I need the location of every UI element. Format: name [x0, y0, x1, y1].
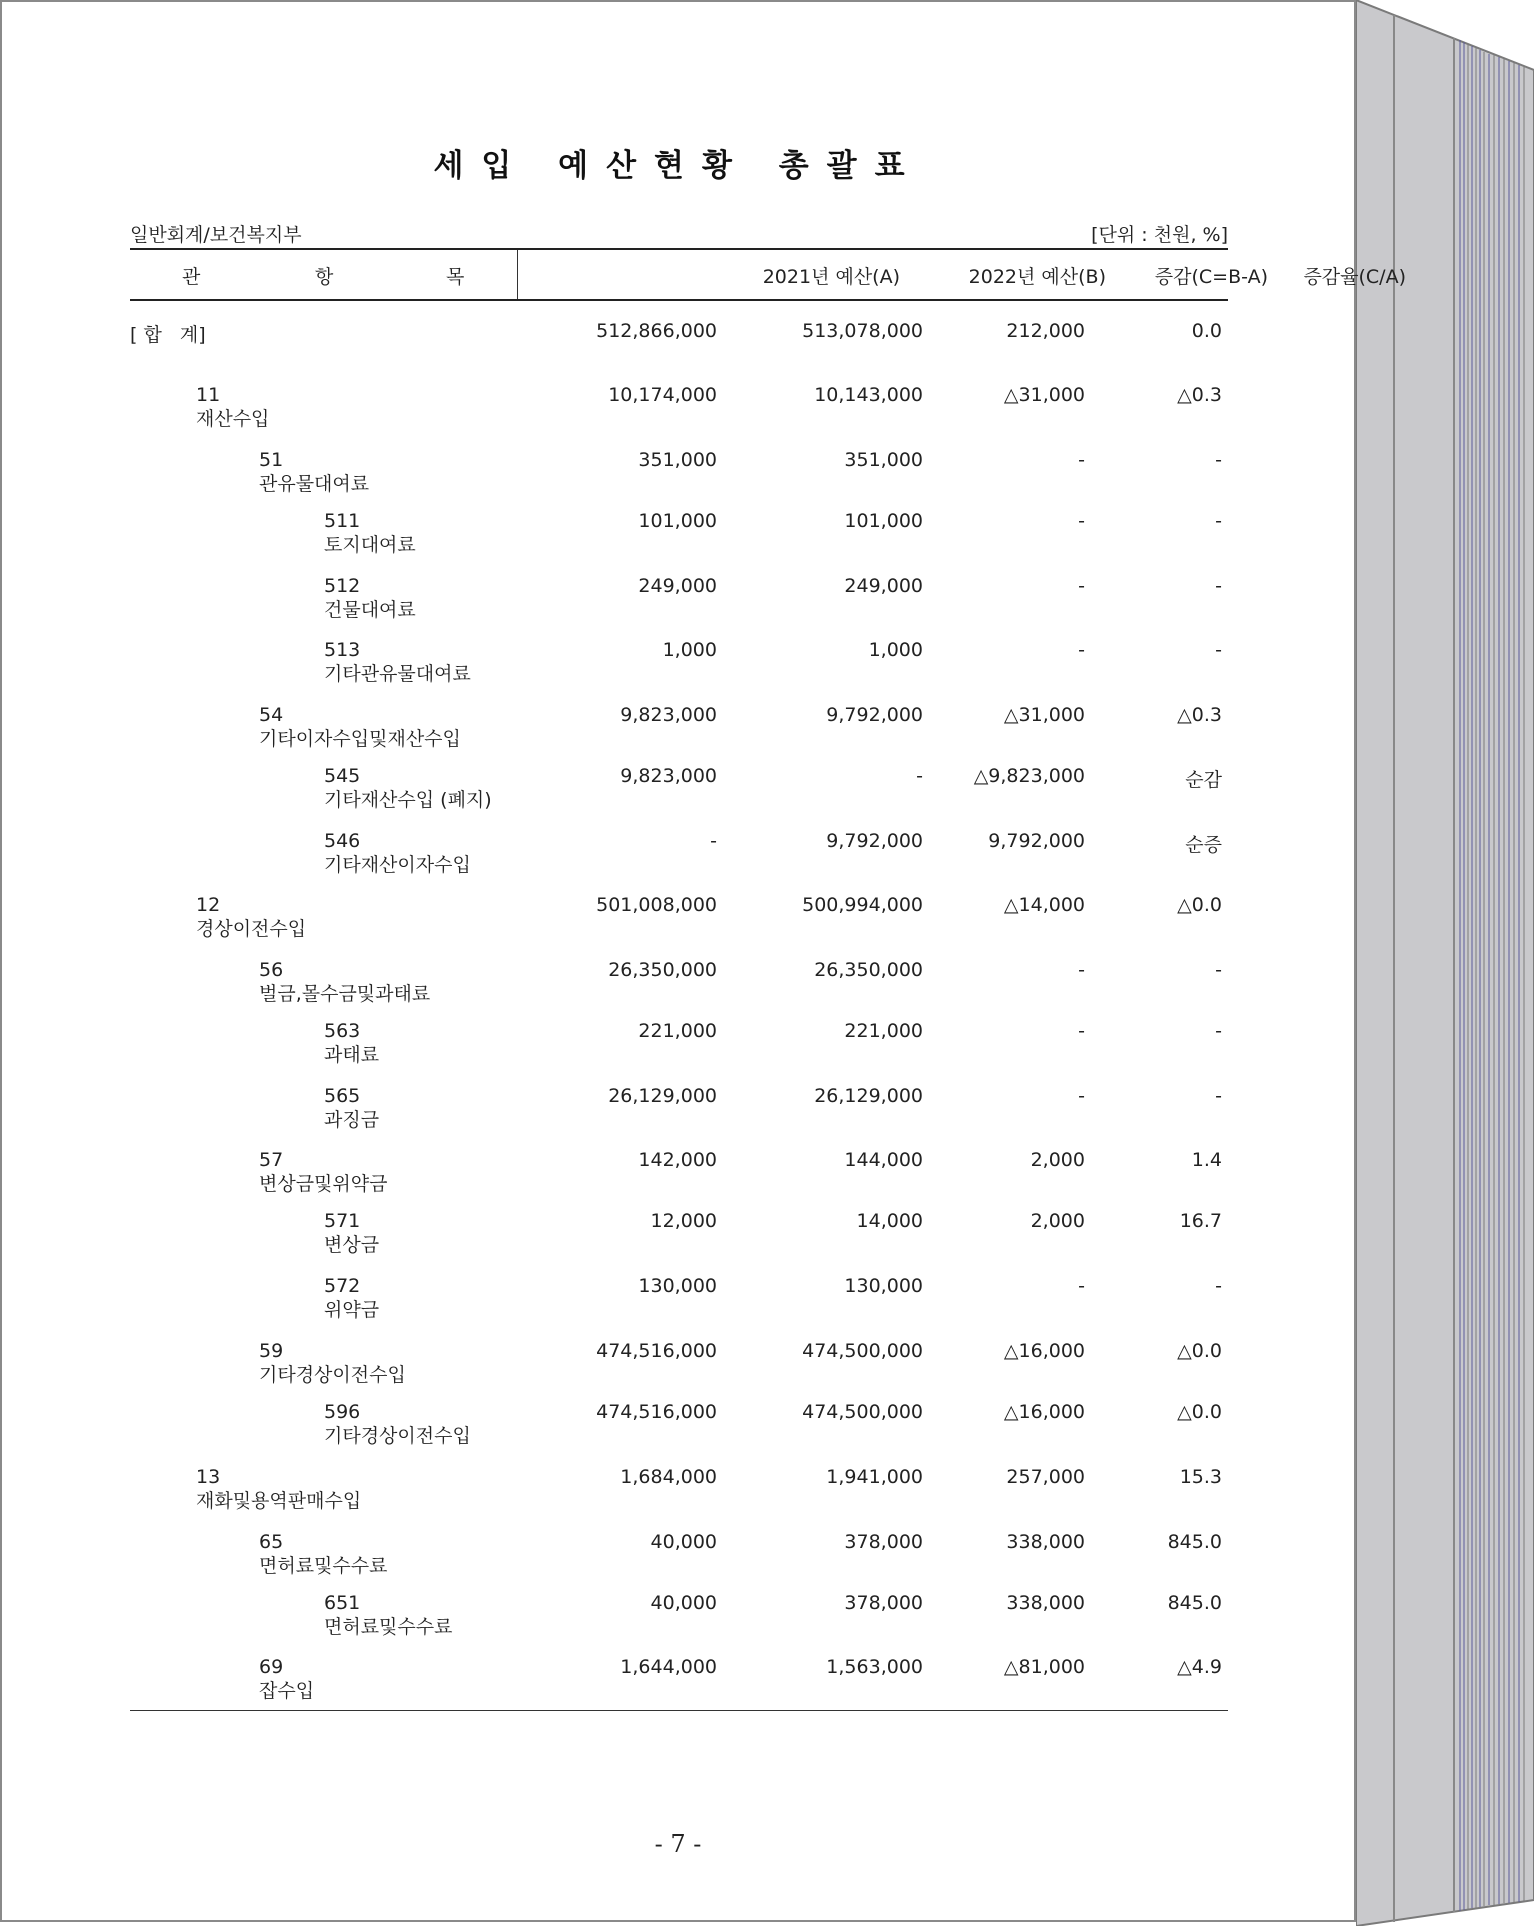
- row-change: -: [1078, 449, 1085, 471]
- row-change: △31,000: [1003, 704, 1085, 726]
- table-subheader: [130, 220, 1228, 247]
- row-change: △16,000: [1003, 1401, 1085, 1423]
- row-code: 546: [324, 830, 361, 852]
- row-name: 재화및용역판매수입: [196, 1490, 362, 1512]
- row-code: 59: [259, 1340, 284, 1362]
- table-row: [0, 639, 1356, 699]
- total-change: 212,000: [1006, 320, 1085, 342]
- table-row: [0, 959, 1356, 1019]
- unit-label: [단위 : 천원, %]: [1091, 224, 1228, 246]
- row-budget-2022: 144,000: [844, 1149, 923, 1171]
- row-rate: △0.0: [1177, 1340, 1222, 1362]
- row-budget-2022: 9,792,000: [826, 704, 923, 726]
- row-change: -: [1078, 575, 1085, 597]
- row-budget-2021: 221,000: [638, 1020, 717, 1042]
- row-budget-2021: 474,516,000: [596, 1401, 717, 1423]
- row-name: 기타이자수입및재산수입: [259, 728, 461, 750]
- row-budget-2021: 1,000: [662, 639, 717, 661]
- row-code: 51: [259, 449, 284, 471]
- row-name: 토지대여료: [324, 534, 416, 556]
- row-rate: △0.3: [1177, 384, 1222, 406]
- row-change: -: [1078, 1275, 1085, 1297]
- row-budget-2021: -: [710, 830, 717, 852]
- row-budget-2021: 130,000: [638, 1275, 717, 1297]
- row-rate: 845.0: [1167, 1531, 1222, 1553]
- row-budget-2021: 26,129,000: [608, 1085, 717, 1107]
- row-rate: -: [1215, 575, 1222, 597]
- row-rate: -: [1215, 510, 1222, 532]
- row-budget-2022: 249,000: [844, 575, 923, 597]
- row-change: -: [1078, 1020, 1085, 1042]
- row-change: 257,000: [1006, 1466, 1085, 1488]
- row-change: -: [1078, 510, 1085, 532]
- row-budget-2022: 474,500,000: [802, 1401, 923, 1423]
- row-rate: 845.0: [1167, 1592, 1222, 1614]
- row-rate: 순감: [1185, 769, 1222, 791]
- row-change: 338,000: [1006, 1531, 1085, 1553]
- row-budget-2021: 1,644,000: [620, 1656, 717, 1678]
- row-budget-2022: 26,350,000: [814, 959, 923, 981]
- row-name: 면허료및수수료: [324, 1616, 453, 1638]
- row-code: 54: [259, 704, 284, 726]
- row-budget-2021: 26,350,000: [608, 959, 717, 981]
- row-code: 57: [259, 1149, 284, 1171]
- row-change: 2,000: [1030, 1210, 1085, 1232]
- row-rate: 16.7: [1179, 1210, 1222, 1232]
- row-budget-2022: 1,941,000: [826, 1466, 923, 1488]
- row-rate: -: [1215, 1275, 1222, 1297]
- row-code: 572: [324, 1275, 361, 1297]
- table-row: [0, 575, 1356, 635]
- header-bottom-rule: [130, 299, 1228, 301]
- row-rate: △0.0: [1177, 894, 1222, 916]
- row-change: 2,000: [1030, 1149, 1085, 1171]
- table-row: [0, 1466, 1356, 1526]
- row-code: 563: [324, 1020, 361, 1042]
- row-rate: △0.0: [1177, 1401, 1222, 1423]
- row-code: 11: [196, 384, 221, 406]
- row-rate: -: [1215, 959, 1222, 981]
- row-rate: 15.3: [1179, 1466, 1222, 1488]
- row-budget-2022: 26,129,000: [814, 1085, 923, 1107]
- column-header-budget-2022: 2022년 예산(B): [968, 266, 1106, 288]
- row-budget-2021: 249,000: [638, 575, 717, 597]
- row-budget-2021: 9,823,000: [620, 704, 717, 726]
- row-name: 과징금: [324, 1109, 380, 1131]
- row-code: 69: [259, 1656, 284, 1678]
- table-row: [0, 830, 1356, 890]
- table-row: [0, 894, 1356, 954]
- row-change: △81,000: [1003, 1656, 1085, 1678]
- row-name: 잡수입: [259, 1680, 315, 1702]
- table-row: [0, 1210, 1356, 1270]
- total-row: [0, 320, 1356, 380]
- row-budget-2021: 12,000: [650, 1210, 717, 1232]
- row-change: △9,823,000: [973, 765, 1085, 787]
- row-budget-2022: 14,000: [856, 1210, 923, 1232]
- row-budget-2021: 351,000: [638, 449, 717, 471]
- table-row: [0, 449, 1356, 509]
- row-budget-2021: 474,516,000: [596, 1340, 717, 1362]
- column-header-hang: 항: [315, 266, 334, 288]
- row-rate: -: [1215, 1020, 1222, 1042]
- row-rate: -: [1215, 1085, 1222, 1107]
- row-name: 경상이전수입: [196, 918, 307, 940]
- row-code: 513: [324, 639, 361, 661]
- table-row: [0, 1656, 1356, 1716]
- table-row: [0, 1401, 1356, 1461]
- row-code: 651: [324, 1592, 361, 1614]
- row-budget-2022: 221,000: [844, 1020, 923, 1042]
- row-budget-2021: 1,684,000: [620, 1466, 717, 1488]
- row-name: 면허료및수수료: [259, 1555, 388, 1577]
- row-change: -: [1078, 959, 1085, 981]
- row-code: 596: [324, 1401, 361, 1423]
- row-budget-2021: 101,000: [638, 510, 717, 532]
- row-code: 13: [196, 1466, 221, 1488]
- row-name: 위약금: [324, 1299, 380, 1321]
- row-budget-2021: 10,174,000: [608, 384, 717, 406]
- row-change: △16,000: [1003, 1340, 1085, 1362]
- total-budget-2021: 512,866,000: [596, 320, 717, 342]
- row-budget-2021: 40,000: [650, 1592, 717, 1614]
- table-row: [0, 384, 1356, 444]
- table-row: [0, 1340, 1356, 1400]
- row-code: 545: [324, 765, 361, 787]
- table-row: [0, 1020, 1356, 1080]
- row-budget-2022: 10,143,000: [814, 384, 923, 406]
- table-row: [0, 1085, 1356, 1145]
- row-budget-2022: 1,563,000: [826, 1656, 923, 1678]
- row-rate: 순증: [1185, 834, 1222, 856]
- row-name: 재산수입: [196, 408, 270, 430]
- table-row: [0, 1531, 1356, 1591]
- row-budget-2021: 142,000: [638, 1149, 717, 1171]
- row-code: 56: [259, 959, 284, 981]
- row-code: 512: [324, 575, 361, 597]
- column-header-mok: 목: [446, 266, 465, 288]
- page-number: - 7 -: [654, 1830, 702, 1858]
- header-top-rule: [130, 248, 1228, 250]
- table-row: [0, 1275, 1356, 1335]
- account-label: 일반회계/보건복지부: [130, 224, 302, 246]
- table-bottom-rule: [130, 1710, 1228, 1711]
- row-budget-2022: 130,000: [844, 1275, 923, 1297]
- row-rate: 1.4: [1191, 1149, 1222, 1171]
- row-budget-2022: 500,994,000: [802, 894, 923, 916]
- row-budget-2022: 9,792,000: [826, 830, 923, 852]
- row-code: 65: [259, 1531, 284, 1553]
- row-name: 변상금및위약금: [259, 1173, 388, 1195]
- row-budget-2022: 101,000: [844, 510, 923, 532]
- row-budget-2022: 378,000: [844, 1531, 923, 1553]
- table-row: [0, 510, 1356, 570]
- row-rate: △4.9: [1177, 1656, 1222, 1678]
- row-budget-2022: 1,000: [868, 639, 923, 661]
- column-header-rate: 증감율(C/A): [1303, 266, 1406, 288]
- row-code: 571: [324, 1210, 361, 1232]
- row-name: 벌금,몰수금및과태료: [259, 983, 431, 1005]
- row-change: -: [1078, 1085, 1085, 1107]
- row-change: △14,000: [1003, 894, 1085, 916]
- row-change: 9,792,000: [988, 830, 1085, 852]
- row-rate: -: [1215, 639, 1222, 661]
- row-name: 기타재산이자수입: [324, 854, 471, 876]
- row-name: 기타경상이전수입: [259, 1364, 406, 1386]
- row-rate: △0.3: [1177, 704, 1222, 726]
- row-name: 관유물대여료: [259, 473, 370, 495]
- row-name: 기타경상이전수입: [324, 1425, 471, 1447]
- column-header-change: 증감(C=B-A): [1154, 266, 1268, 288]
- column-header-budget-2021: 2021년 예산(A): [762, 266, 900, 288]
- row-name: 변상금: [324, 1234, 380, 1256]
- row-name: 과태료: [324, 1044, 380, 1066]
- row-code: 511: [324, 510, 361, 532]
- row-name: 기타관유물대여료: [324, 663, 471, 685]
- row-name: 기타재산수입 (폐지): [324, 789, 492, 811]
- total-rate: 0.0: [1191, 320, 1222, 342]
- table-row: [0, 704, 1356, 764]
- page-title: 세입 예산현황 총괄표: [433, 148, 923, 184]
- total-budget-2022: 513,078,000: [802, 320, 923, 342]
- row-budget-2022: -: [916, 765, 923, 787]
- table-row: [0, 1592, 1356, 1652]
- total-label: [ 합 계]: [130, 324, 206, 346]
- row-budget-2021: 501,008,000: [596, 894, 717, 916]
- row-rate: -: [1215, 449, 1222, 471]
- row-change: △31,000: [1003, 384, 1085, 406]
- row-code: 12: [196, 894, 221, 916]
- column-header-kwan: 관: [182, 266, 201, 288]
- header-column-divider: [517, 250, 518, 300]
- row-budget-2021: 40,000: [650, 1531, 717, 1553]
- row-change: -: [1078, 639, 1085, 661]
- row-budget-2022: 474,500,000: [802, 1340, 923, 1362]
- row-change: 338,000: [1006, 1592, 1085, 1614]
- row-budget-2021: 9,823,000: [620, 765, 717, 787]
- table-row: [0, 765, 1356, 825]
- row-name: 건물대여료: [324, 599, 416, 621]
- row-budget-2022: 378,000: [844, 1592, 923, 1614]
- row-code: 565: [324, 1085, 361, 1107]
- row-budget-2022: 351,000: [844, 449, 923, 471]
- table-row: [0, 1149, 1356, 1209]
